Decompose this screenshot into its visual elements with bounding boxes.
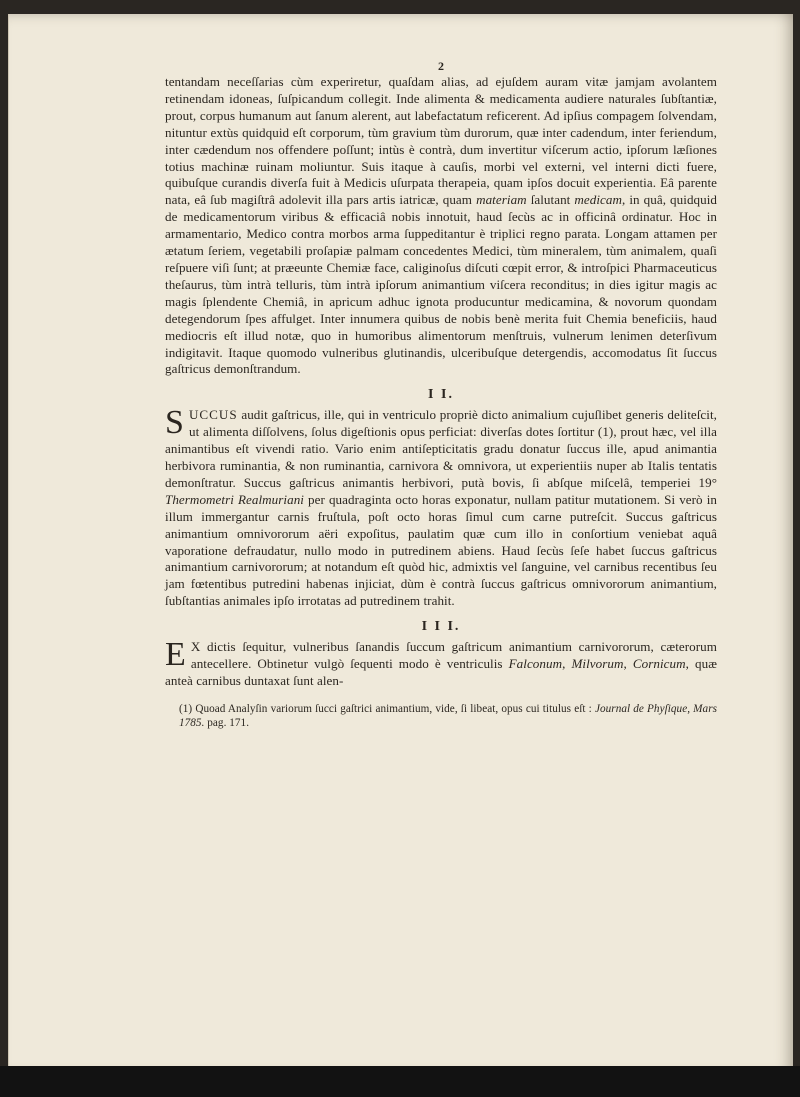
section-2-text-a: audit gaſtricus, ille, qui in ventriculo propriè dicto animalium cujuſlibet generis deliteſcit, ut alimenta diſſolvens, ſolus digeſtionis opus perficiat: diverſas dotes ſortitur (1), prout hæc, vel illa animantibus eſt vivendi ratio. Vario enim antiſepticitatis gradu donatur ſuccus ille, apud animantia herbivora ruminantia, & non ruminantia, carnivora & omnivora, ut experientiis nuper ab Italis tentatis demonſtratur. Succus gaſtricus animantis herbivori, putà bovis, ſi abſque miſcelâ, temperiei 19° <box>165 407 717 490</box>
intro-paragraph <box>165 74 717 378</box>
dropcap-s: S <box>165 404 184 442</box>
footnote-text-a: (1) Quoad Analyſin variorum ſucci gaſtrici animantium, vide, ſi libeat, opus cui titulus eſt : <box>179 702 592 715</box>
section-3-paragraph <box>165 636 717 690</box>
dropcap-e: E <box>165 636 186 674</box>
italic-cornicum: Cornicum <box>632 656 686 672</box>
footnote <box>165 702 717 730</box>
italic-falconum: Falconum <box>508 656 563 672</box>
intro-italic-medicam: medicam <box>574 192 623 208</box>
section-heading-3: I I I. <box>421 619 461 635</box>
intro-mid-text: ſalutant <box>526 192 575 208</box>
sep-2: , <box>623 656 633 672</box>
footnote-journal: Journal de Phyſique, Mars 1785. <box>179 702 718 729</box>
page-number: 2 <box>437 59 445 73</box>
section-3-text-a: X dictis ſequitur, vulneribus ſanandis ſuccum gaſtricum animantium carnivororum, cæterorum antecellere. Obtinetur vulgò ſequenti modo è ventriculis <box>190 639 717 672</box>
section-2-text-b: per quadraginta octo horas exponatur, nullam patitur mutationem. Si verò in illum immergantur carnis fruſtula, poſt octo horas ſimul cum carne putreſcit. Succus gaſtricus animantium omnivororum aëri expoſitus, paulatim quæ cum illo in conſortium veniebat aquâ vaporatione defraudatur, nullo modo in putredinem abiens. Haud ſecùs ſeſe habet ſuccus gaſtricus animantium carnivororum; at notandum eſt quòd hic, admixtis vel ſanguine, vel carnibus recentibus ſeu jam fœtentibus putredini habenas injiciat, dùm è contrà ſuccus gaſtricus omnivororum animantium, ſubſtantias animales ipſo irrotatas ad putredinem trahit. <box>165 491 717 609</box>
thermometer-name: Thermometri Realmuriani <box>165 491 304 507</box>
page-text <box>165 60 717 730</box>
intro-italic-materiam: materiam <box>476 192 527 208</box>
section-2-paragraph <box>165 404 717 610</box>
section-3-text-b: , quæ anteà carnibus duntaxat ſunt alen- <box>165 656 717 688</box>
section-2-lead: UCCUS <box>188 407 238 423</box>
intro-text: tentandam neceſſarias cùm experiretur, quaſdam alias, ad ejuſdem auram vitæ jamjam avolantem retinendam idoneas, ſuſpicandum collegit. Inde alimenta & medicamenta audiere naturales ſubſtantiæ, prout, corpus humanum aut ſanum alerent, aut labefactatum reficerent. Ad ipſius compagem ſolvendam, nituntur extùs quidquid eſt corporum, tùm gravium tùm durorum, quæ inter cadendum, inter feriendum, inter cædendum nos offendere poſſunt; intùs è contrà, dum invertitur viſcerum actio, ipſorum læſiones totius machinæ ruinam moliuntur. Suis itaque à cauſis, morbi vel externi, vel interni dicti fuere, quibuſque curandis diverſa fuit à Medicis uſurpata therapeia, quam ipſos docuit experientia. Eâ parente nata, eâ ſub magiſtrâ adolevit illa pars artis iatricæ, quam <box>165 74 717 208</box>
section-heading-2: I I. <box>428 387 454 403</box>
footnote-text-b: pag. 171. <box>204 716 250 729</box>
scan-bottom-edge <box>0 1066 800 1097</box>
italic-milvorum: Milvorum <box>571 656 624 672</box>
sep-1: , <box>562 656 572 672</box>
intro-rest-text: , in quâ, quidquid de medicamentorum viribus & efficaciâ nobis innotuit, haud ſecùs ac in officinâ ordinatur. Hoc in armamentario, Medico contra morbos arma ſuppeditantur è triplici regno parata. Longam attamen per ætatum ſeriem, vegetabili proſapiæ palmam concedentes Medici, tùm mineralem, tùm animalem, quaſi reſpuere viſi ſunt; at præeunte Chemiæ face, caliginoſus diſcuti cœpit error, & introſpici Pharmaceuticus theſaurus, tùm intrà telluris, tùm intrà ipſorum animantium viſcera reconditus; in dies igitur magis ac magis ſplendente Chemiâ, in apricum adhuc ignota producuntur medicamina, & novorum quondam detegendorum ſpes affulget. Inter innumera quibus de nobis benè merita fuit Chemia beneficiis, haud mediocris eſt illud notæ, quo in humoribus alimentorum menſtruis, vulnerum lenimen deterſivum indigitavit. Itaque quomodo vulneribus glutinandis, ulceribuſque detergendis, accomodatus ſit ſuccus gaſtricus demonſtrandum. <box>165 192 718 377</box>
